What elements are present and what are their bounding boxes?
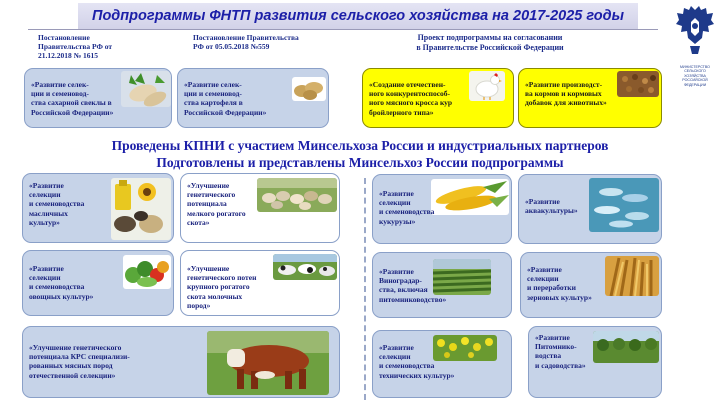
subheading-prepared: Подготовлены и представлены Минсельхоз России подпрограммы (156, 155, 564, 170)
decree-header-1615: Постановление Правительства РФ от 21.12.2018 № 1615 (38, 33, 113, 60)
emblem-caption: МИНИСТЕРСТВО СЕЛЬСКОГО ХОЗЯЙСТВА РОССИЙСКОЙ ФЕДЕРАЦИИ (680, 65, 710, 87)
card-animal-feed[interactable]: «Развитие производст- ва кормов и кормовых добавок для животных» (518, 68, 662, 128)
title-divider (28, 29, 658, 30)
card-oilseed[interactable]: «Развитие селекции и семеноводства масличных культур» (22, 173, 174, 243)
card-beef-cattle[interactable]: «Улучшение генетического потенциала КРС специализи- рованных мясных пород отечественной селекции» (22, 326, 340, 398)
double-headed-eagle-icon (674, 4, 716, 58)
draft-header: Проект подпрограммы на согласовании в Правительстве Российской Федерации (416, 33, 564, 52)
column-divider (364, 178, 366, 400)
card-sugar-beet[interactable]: «Развитие селек- ции и семеновод- ства сахарной свеклы в Российской Федерации» (24, 68, 172, 128)
potato-image (292, 77, 326, 101)
card-aquaculture[interactable]: «Развитие аквакультуры» (518, 174, 662, 244)
sugar-beet-image (121, 71, 171, 107)
page-title: Подпрограммы ФНТП развития сельского хозяйства на 2017-2025 годы (78, 3, 638, 29)
ministry-emblem (674, 4, 716, 87)
card-grain[interactable]: «Развитие селекции и переработки зерновых культур» (520, 252, 662, 318)
card-corn[interactable]: «Развитие селекции и семеноводства кукурузы» (372, 174, 512, 244)
decree-header-559: Постановление Правительства РФ от 05.05.2018 №559 (193, 33, 299, 51)
card-viticulture[interactable]: «Развитие Виноградар- ства, включая питомниководство» (372, 252, 512, 318)
subheading-kpni: Проведены КПНИ с участием Минсельхоза России и индустриальных партнеров (111, 138, 609, 153)
card-potato[interactable]: «Развитие селек- ции и семеновод- ства картофеля в Российской Федерации» (177, 68, 329, 128)
card-broiler-cross[interactable]: «Создание отечествен- ного конкурентоспособ- ного мясного кросса кур бройлерного типа» (362, 68, 514, 128)
card-dairy-cattle[interactable]: «Улучшение генетического потен крупного рогатого скота молочных пород» (180, 250, 340, 316)
card-orchards[interactable]: «Развитие Питомнико- водства и садоводства» (528, 326, 662, 398)
card-vegetables[interactable]: «Развитие селекции и семеноводства овощных культур» (22, 250, 174, 316)
beef-bull-image (207, 331, 329, 395)
grain-image (605, 256, 659, 296)
card-technical-crops[interactable]: «Развитие селекции и семеноводства технических культур» (372, 330, 512, 398)
card-small-cattle[interactable]: «Улучшение генетического потенциала мелкого рогатого скота» (180, 173, 340, 243)
sheep-image (257, 178, 337, 212)
oilseed-image (111, 178, 171, 240)
chicken-image (469, 71, 505, 101)
